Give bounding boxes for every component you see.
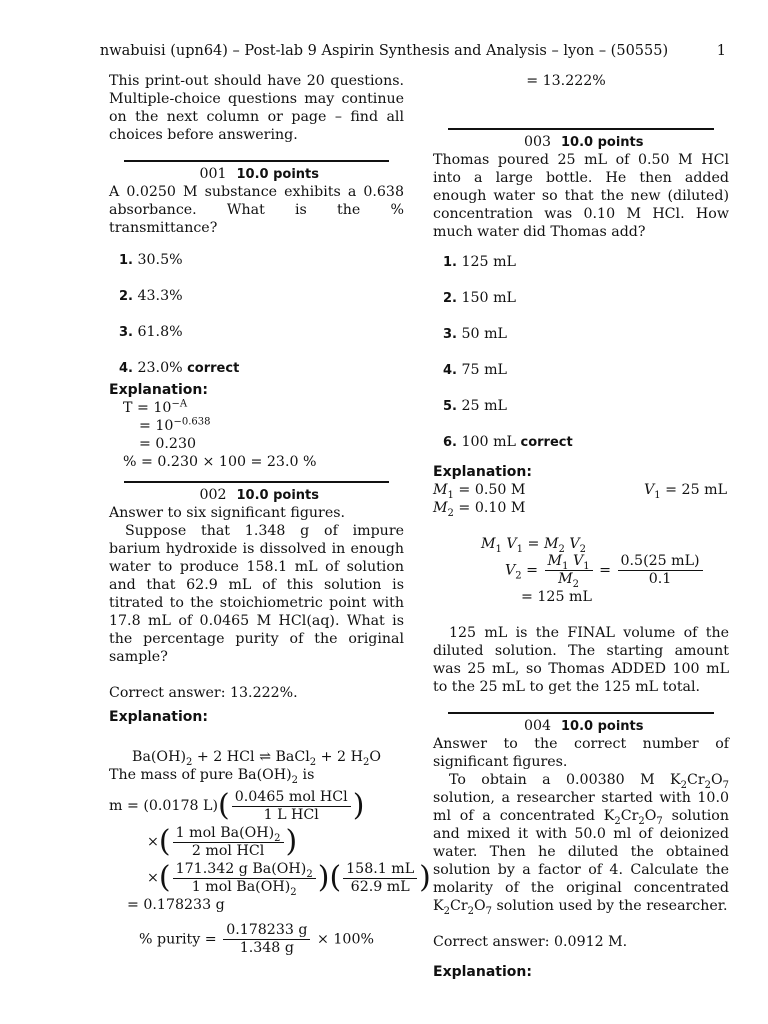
mass-calculation: m = (0.0178 L)( $\frac{\text{0.0465 mol HCl}}{\text{1 L HCl}}$ ) ×( $\frac{1 mol Ba(OH)_2}{\text{2 mol HCl}}$ ) ×( $\frac{171.342 g Ba(OH)_2}{1 mol Ba(OH)_2}$ )( $\frac{158.1 mL}{62.9 mL}$ ) = 0.178233 g: [109, 788, 431, 913]
question-001-explanation: $T = 10^{-A}$ = $10^{-0.638}$ = 0.230 % = 0.230 × 100 = 23.0 %: [123, 398, 317, 470]
question-004-instruction: Answer to the correct number of significant figures.: [433, 736, 729, 770]
explanation-label: Explanation:: [433, 464, 532, 480]
choice-3: 3. 61.8%: [119, 324, 183, 340]
explanation-label: Explanation:: [109, 382, 208, 398]
page-header: [0, 42, 768, 62]
question-003-conclusion: 125 mL is the FINAL volume of the diluted solution. The starting amount was 25 mL, so Thomas ADDED 100 mL to the 25 mL to get the 125 mL total.: [433, 625, 729, 695]
intro-text: This print-out should have 20 questions. Multiple-choice questions may continue on the next column or page – find all choices before answering.: [109, 73, 404, 143]
correct-answer: Correct answer: 13.222%.: [109, 685, 298, 701]
choice-5: 5. 25 mL: [443, 398, 507, 414]
question-004-text: To obtain a 0.00380 M $K_2Cr_2O_7$ solution, a researcher started with 10.0 ml of a concentrated $K_2Cr_2O_7$ solution and mixed it with 50.0 ml of deionized water. Then he diluted the obtained solution by a factor of 4. Calculate the molarity of the original concentrated $K_2Cr_2O_7$ solution used by the researcher.: [433, 772, 729, 917]
question-003-text: Thomas poured 25 mL of 0.50 M HCl into a large bottle. He then added enough water so that the new (diluted) concentration was 0.10 M HCl. How much water did Thomas add?: [433, 152, 729, 240]
question-003-choices: [443, 253, 729, 463]
choice-4-correct: 4. 23.0% correct: [119, 360, 240, 376]
right-column: [433, 72, 729, 981]
choice-2: 2. 150 mL: [443, 290, 516, 306]
choice-2: 2. 43.3%: [119, 288, 183, 304]
question-001-header: [124, 160, 389, 183]
question-001-text: A 0.0250 M substance exhibits a 0.638 absorbance. What is the % transmittance?: [109, 184, 404, 236]
question-001-choices: [119, 251, 404, 381]
choice-3: 3. 50 mL: [443, 326, 507, 342]
mass-intro: The mass of pure $Ba(OH)_2$ is: [109, 767, 315, 786]
page-number: 1: [716, 43, 726, 59]
choice-4: 4. 75 mL: [443, 362, 507, 378]
header-title: nwabuisi (upn64) – Post-lab 9 Aspirin Synthesis and Analysis – lyon – (50555): [99, 43, 669, 59]
correct-answer: Correct answer: 0.0912 M.: [433, 934, 628, 950]
question-003-header: 003 10.0 points: [448, 128, 714, 151]
choice-1: 1. 30.5%: [119, 252, 183, 268]
purity-result: = 13.222%: [526, 73, 606, 89]
correct-tag: correct: [187, 361, 240, 376]
explanation-label: Explanation:: [109, 709, 208, 725]
dilution-givens: $M_1 = 0.50$ M $V_1 = 25$ mL $M_2 = 0.10$ M: [433, 482, 727, 519]
question-points: 10.0 points: [236, 167, 320, 182]
choice-1: 1. 125 mL: [443, 254, 516, 270]
question-002-text: Suppose that 1.348 g of impure barium hydroxide is dissolved in enough water to produce 158.1 mL of solution and that 62.9 mL of this solution is titrated to the stoichiometric point with 17.8 mL of 0.0465 M HCl(aq). What is the percentage purity of the original sample?: [109, 523, 404, 665]
left-column: [109, 72, 431, 957]
question-number: 001: [199, 166, 227, 182]
reaction-equation: $Ba(OH)_2 + 2$ HCl ⇌ BaCl$_2$ + 2 $H_2O$: [132, 749, 381, 768]
question-004-header: 004 10.0 points: [448, 712, 714, 735]
choice-6-correct: 6. 100 mL correct: [443, 434, 573, 450]
explanation-label: Explanation:: [433, 964, 532, 980]
question-002-header: 002 10.0 points: [124, 481, 389, 504]
dilution-equation: $M_1$ $V_1 = M_2$ $V_2$ $V_2$ = $\frac{M_1 V_1}{M_2}$ = $\frac{0.5(25 mL)}{0.1}$ = 125 mL: [433, 535, 729, 606]
purity-calculation: % purity = $\frac{0.178233 g}{1.348 g}$ × 100%: [139, 922, 374, 956]
question-002-instruction: Answer to six significant figures.: [109, 505, 346, 521]
